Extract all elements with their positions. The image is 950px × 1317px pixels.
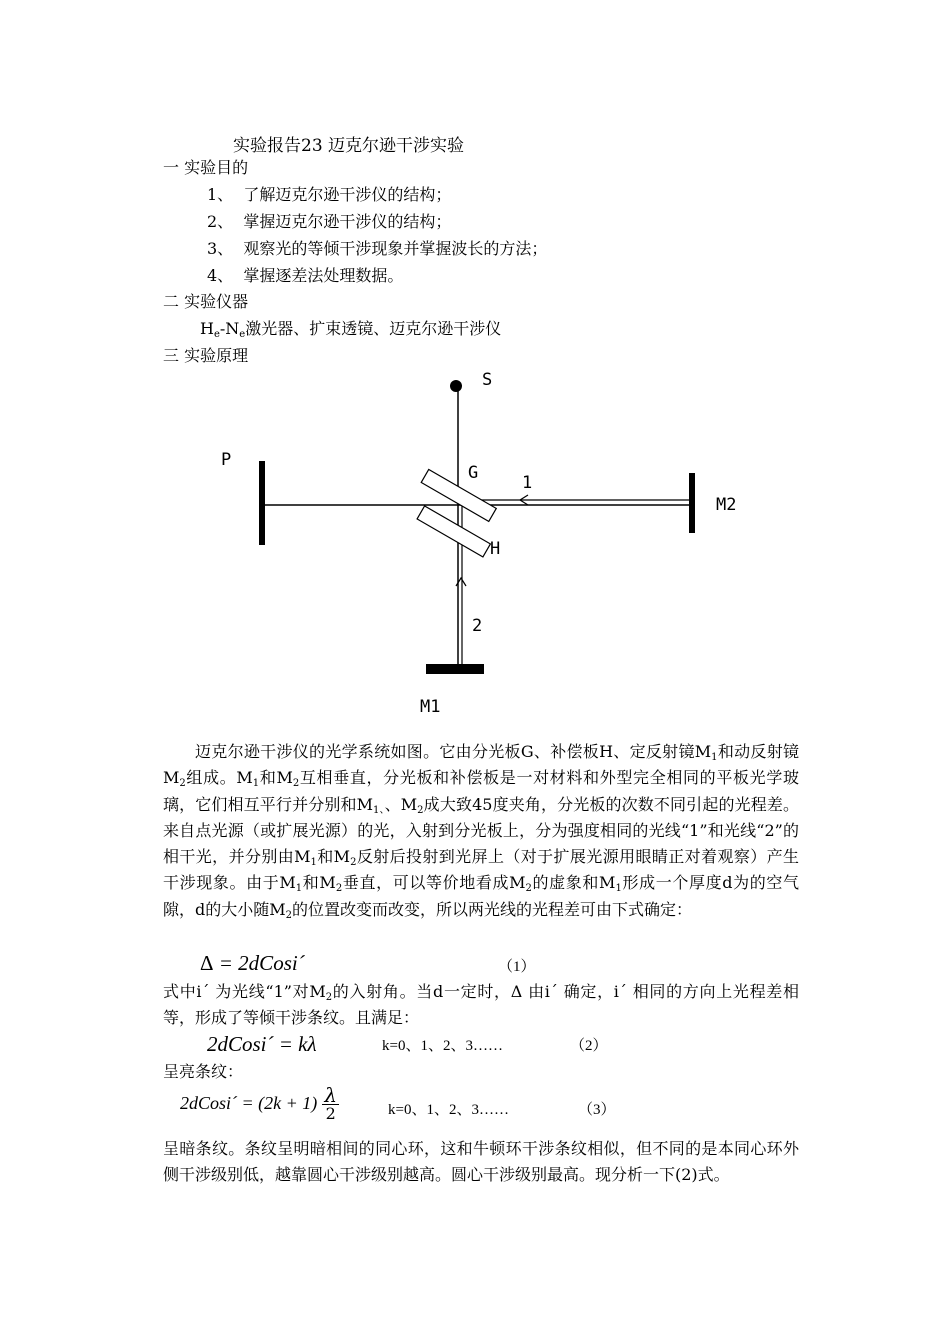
list-number: 4、: [207, 266, 234, 285]
incidence-paragraph: [163, 979, 799, 1032]
ne-subscript: e: [239, 329, 246, 340]
subscript: 1: [310, 857, 317, 869]
text-run: 成大致45度夹角，分光板的次数不同引起的光程差。来自点光源（或扩展光源）的光，入射到分光板上，分为强度相同的光线“1”和光线“2”的相干光，并分别由M: [163, 794, 799, 867]
section-heading-equipment: 二 实验仪器: [163, 292, 249, 311]
subscript: 2: [417, 804, 424, 816]
section-heading-principle: 三 实验原理: [163, 346, 249, 365]
he-symbol: H: [200, 319, 214, 338]
formula-2-number: （2）: [570, 1038, 608, 1054]
label-beam-2: 2: [472, 616, 483, 636]
list-item: [207, 185, 451, 205]
text-run: 和M: [302, 873, 336, 893]
subscript: 2: [179, 778, 186, 790]
subscript: 1: [295, 883, 303, 895]
text-run: 、M: [384, 794, 418, 814]
label-m1: M1: [420, 697, 441, 717]
text-run: 和动反射镜M: [163, 742, 799, 788]
subscript: 1、: [373, 804, 385, 816]
mirror-p: [259, 461, 265, 545]
text-run: 反射后投射到光屏上（对于扩展光源用眼睛正对着观察）产生干涉现象。由于M: [163, 847, 799, 893]
list-number: 1、: [207, 185, 234, 204]
list-text: 了解迈克尔逊干涉仪的结构；: [243, 185, 452, 204]
formula-2-k-values: k=0、1、2、3……: [382, 1038, 503, 1054]
fraction-denominator: 2: [325, 1104, 336, 1123]
label-h: H: [490, 539, 501, 559]
label-m2: M2: [716, 495, 737, 515]
formula-1-number: （1）: [498, 959, 536, 975]
formula-3: [180, 1083, 339, 1123]
list-text: 掌握逐差法处理数据。: [243, 266, 404, 285]
text-run: 和M: [316, 847, 351, 867]
dark-fringe-paragraph: 呈暗条纹。条纹呈明暗相间的同心环，这和牛顿环干涉条纹相似，但不同的是本同心环外侧干涉级别低，越靠圆心干涉级别越高。圆心干涉级别最高。现分析一下(2)式。: [163, 1139, 799, 1185]
michelson-diagram: [200, 360, 760, 720]
label-s: S: [482, 370, 493, 390]
ne-symbol: -N: [219, 319, 240, 338]
text-run: 形成一个厚度d为的空气隙，d的大小随M: [163, 873, 800, 919]
label-p: P: [221, 450, 232, 470]
subscript: 2: [335, 883, 343, 895]
list-text: 掌握迈克尔逊干涉仪的结构；: [243, 212, 452, 231]
text-run: 垂直，可以等价地看成M: [342, 873, 526, 893]
text-run: 的入射角。当d一定时，Δ 由i´ 确定，i´ 相同的方向上光程差相等，形成了等倾干涉条纹。且满足：: [163, 982, 799, 1028]
formula-1-body: = 2dCosi´: [213, 951, 305, 975]
text-run: 的虚象和M: [531, 873, 616, 893]
text-run: 式中i´ 为光线“1”对M: [163, 982, 326, 1001]
source-point: [450, 380, 462, 392]
list-item: [207, 266, 403, 286]
equipment-list: 激光器、扩束透镜、迈克尔逊干涉仪: [245, 319, 502, 338]
mirror-m1: [426, 664, 484, 674]
delta-symbol: Δ: [200, 951, 214, 975]
list-number: 3、: [207, 239, 234, 258]
subscript: 2: [525, 883, 532, 895]
list-text: 观察光的等倾干涉现象并掌握波长的方法；: [243, 239, 548, 258]
subscript: 1: [711, 752, 718, 763]
text-run: 互相垂直，分光板和补偿板是一对材料和外型完全相同的平板光学玻璃，它们相互平行并分别和M: [163, 768, 799, 814]
label-g: G: [468, 463, 479, 483]
subscript: 2: [350, 857, 357, 869]
list-number: 2、: [207, 212, 234, 231]
principle-paragraph: [163, 739, 799, 923]
he-subscript: e: [213, 329, 220, 340]
list-item: [207, 239, 547, 259]
subscript: 1: [252, 778, 260, 790]
text-run: 的位置改变而改变，所以两光线的光程差可由下式确定：: [292, 899, 693, 919]
label-beam-1: 1: [522, 473, 533, 493]
formula-1: [200, 951, 305, 976]
fraction-lambda-over-2: [322, 1083, 339, 1123]
text-run: 组成。M: [185, 768, 253, 788]
list-item: [207, 212, 451, 232]
subscript: 2: [285, 909, 293, 921]
formula-3-k-values: k=0、1、2、3……: [388, 1102, 509, 1118]
text-run: 迈克尔逊干涉仪的光学系统如图。它由分光板G、补偿板H、定反射镜M: [195, 742, 712, 761]
subscript: 2: [292, 778, 300, 790]
formula-3-lhs: 2dCosi´ = (2k + 1): [180, 1093, 318, 1113]
mirror-m2: [689, 473, 695, 533]
fraction-numerator: λ: [324, 1083, 338, 1107]
equipment-line: [200, 319, 501, 339]
section-heading-purpose: 一 实验目的: [163, 158, 249, 177]
bright-fringe-label: 呈亮条纹：: [163, 1062, 244, 1081]
page-title: 实验报告23 迈克尔逊干涉实验: [233, 136, 465, 156]
subscript: 1: [615, 883, 622, 895]
formula-2: 2dCosi´ = kλ: [207, 1032, 317, 1056]
subscript: 2: [325, 992, 333, 1003]
formula-3-number: （3）: [578, 1102, 616, 1118]
text-run: 和M: [259, 768, 293, 788]
